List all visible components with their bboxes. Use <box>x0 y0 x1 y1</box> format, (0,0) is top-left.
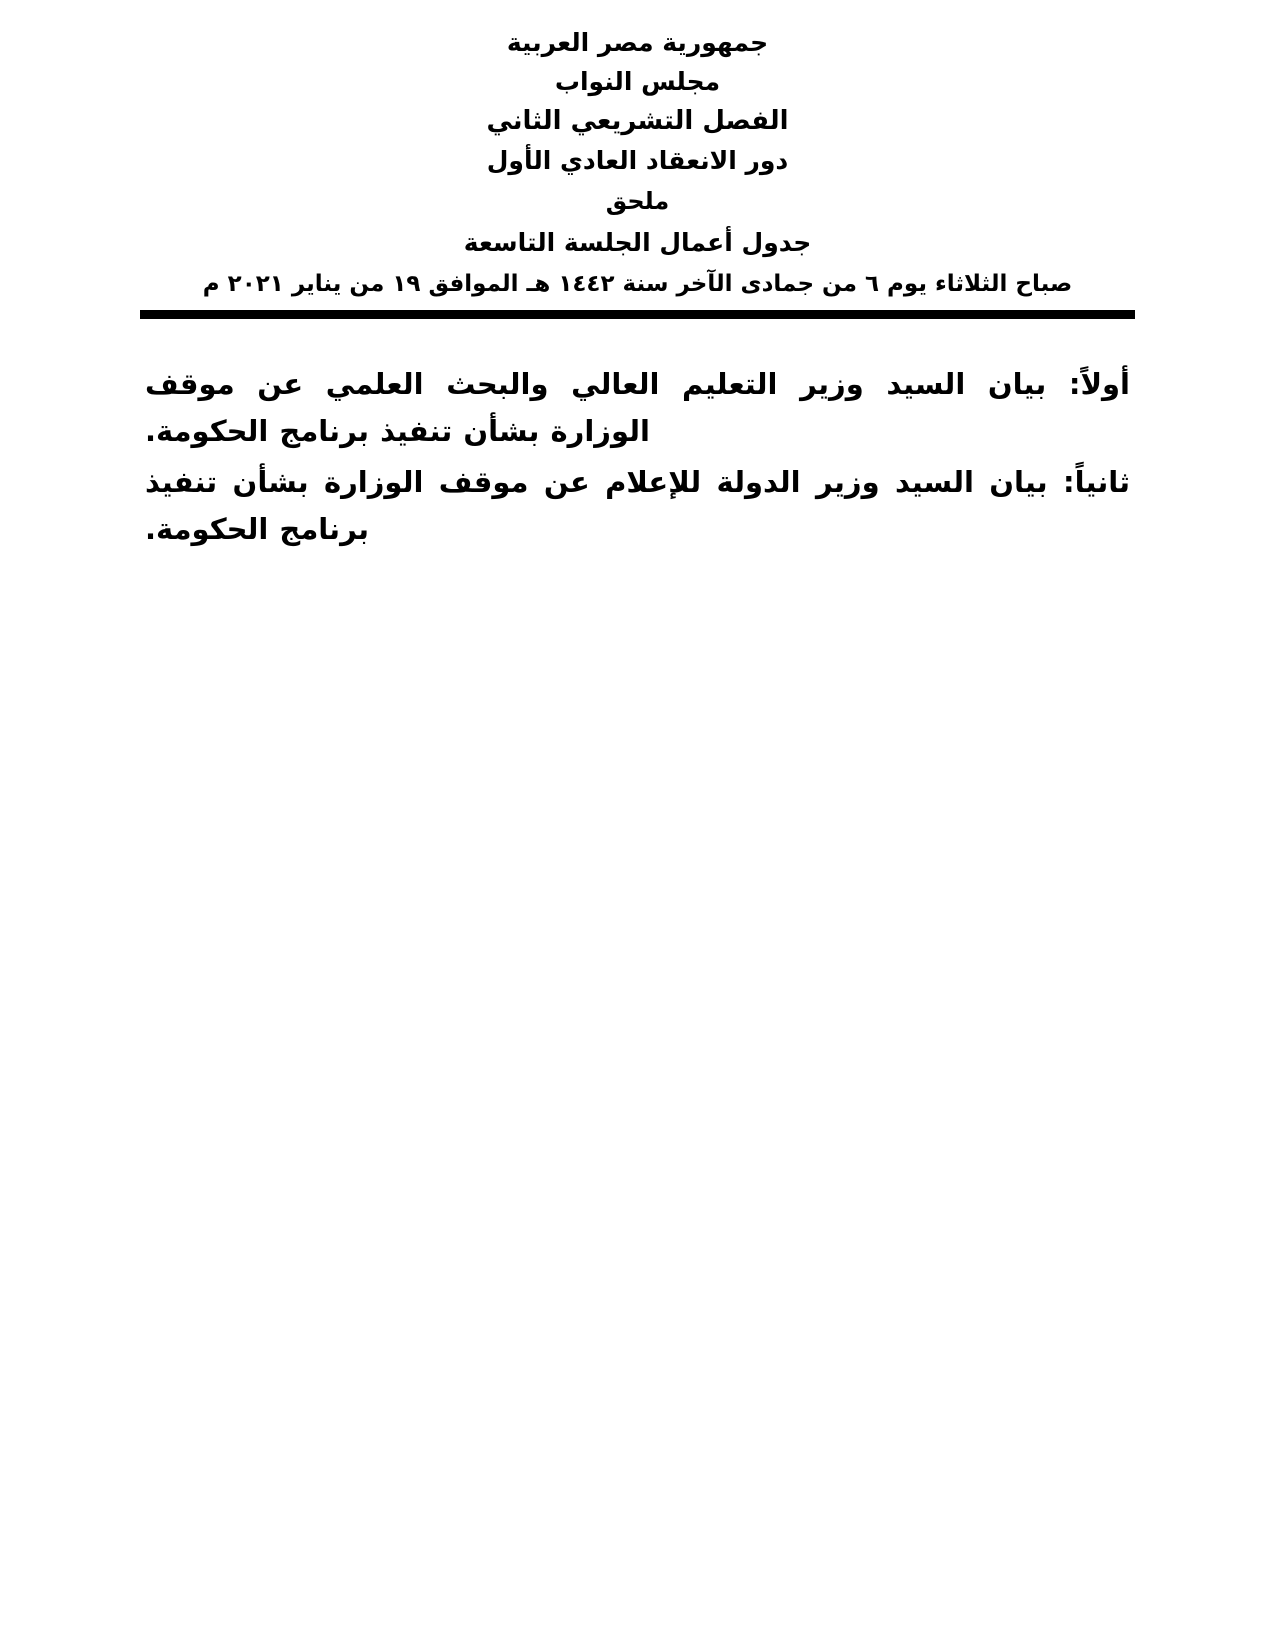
header-institution-name: مجلس النواب <box>554 67 721 96</box>
page-blank-area <box>0 557 1275 1537</box>
document-header <box>0 0 1275 296</box>
agenda-item <box>145 459 1130 553</box>
header-divider-container <box>0 296 1275 319</box>
agenda-item <box>145 361 1130 455</box>
horizontal-rule <box>140 310 1135 319</box>
header-annex-label: ملحق <box>605 187 670 215</box>
header-session-date: صباح الثلاثاء يوم ٦ من جمادى الآخر سنة ١٤٤٢ هـ الموافق ١٩ من يناير ٢٠٢١ م <box>202 271 1073 297</box>
header-country-name: جمهورية مصر العربية <box>506 28 769 57</box>
agenda-item-tail: الوزارة بشأن تنفيذ برنامج الحكومة. <box>145 413 650 448</box>
agenda-item-tail: برنامج الحكومة. <box>145 511 369 546</box>
header-legislative-term: الفصل التشريعي الثاني <box>486 106 789 136</box>
header-session-round: دور الانعقاد العادي الأول <box>486 146 789 175</box>
agenda-item-head: أولاً: بيان السيد وزير التعليم العالي والبحث العلمي عن موقف <box>145 367 1130 401</box>
agenda-body <box>0 319 1275 553</box>
agenda-item-head: ثانياً: بيان السيد وزير الدولة للإعلام عن موقف الوزارة بشأن تنفيذ <box>145 464 1130 499</box>
header-agenda-title: جدول أعمال الجلسة التاسعة <box>463 228 812 257</box>
